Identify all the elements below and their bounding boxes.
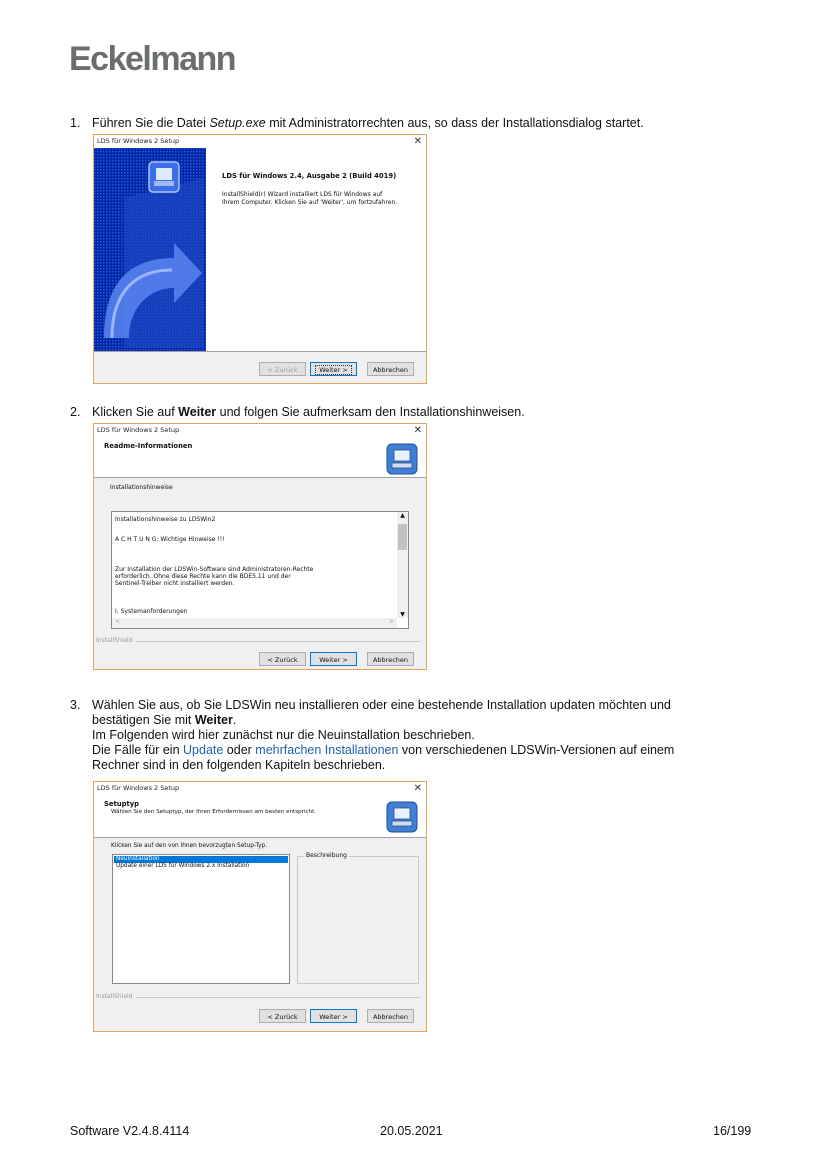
close-icon[interactable]: ✕ (413, 783, 422, 794)
welcome-text-line2: Ihrem Computer. Klicken Sie auf 'Weiter', um fortzufahren. (222, 199, 398, 206)
scroll-left-icon[interactable]: < (115, 618, 121, 625)
dialog-title: LDS für Windows 2 Setup (94, 135, 426, 148)
footer-page-number: 16/199 (713, 1124, 752, 1138)
setup-type-prompt: Klicken Sie auf den von Ihnen bevorzugten Setup-Typ. (111, 843, 268, 849)
back-button[interactable]: < Zurück (259, 652, 306, 666)
list-item-selected[interactable]: Neuinstallation (114, 856, 288, 863)
dialog-title: LDS für Windows 2 Setup (94, 782, 426, 795)
dialog-heading: Readme-Informationen (104, 442, 193, 450)
scroll-right-icon[interactable]: > (388, 618, 394, 625)
description-group (297, 852, 419, 984)
scrollbar-thumb[interactable] (398, 524, 407, 550)
dialog-header (94, 795, 426, 838)
dialog-title: LDS für Windows 2 Setup (94, 424, 426, 437)
dialog-subheading: Wählen Sie den Setuptyp, der Ihren Erfordernissen am besten entspricht. (111, 809, 317, 815)
next-button[interactable]: Weiter > (310, 652, 357, 666)
footer-software-version: Software V2.4.8.4114 (70, 1124, 190, 1138)
setup-welcome-dialog (93, 134, 427, 384)
readme-line: I. Systemanforderungen (115, 608, 188, 615)
dialog-body (94, 148, 426, 351)
readme-line: Installationshinweise zu LDSWin2 (115, 516, 216, 523)
step-text: Führen Sie die Datei Setup.exe mit Administratorrechten aus, so dass der Installationsdialog startet. (92, 116, 644, 130)
readme-line: Sentinel-Treiber nicht installiert werden. (115, 580, 235, 587)
group-title: Beschreibung (306, 852, 347, 859)
step-number: 3. (70, 698, 81, 712)
installshield-divider (136, 641, 420, 642)
installshield-label: InstallShield (96, 993, 133, 1000)
close-icon[interactable]: ✕ (413, 136, 422, 147)
close-icon[interactable]: ✕ (413, 425, 422, 436)
step-text: Wählen Sie aus, ob Sie LDSWin neu installieren oder eine bestehende Installation updaten möchten und bestätigen Sie mit Weiter. Im Folgenden wird hier zunächst nur die Neuinstallation beschrieben. Die Fälle für ein Update oder mehrfachen Installationen von verschiedenen LDSWin-Versionen auf einem Rechner sind in den folgenden Kapiteln beschrieben. (92, 698, 675, 772)
welcome-text-line1: InstallShield(r) Wizard installiert LDS für Windows auf (222, 191, 383, 198)
step-text: Klicken Sie auf Weiter und folgen Sie aufmerksam den Installationshinweisen. (92, 405, 525, 419)
dialog-separator (94, 351, 426, 352)
readme-line: Zur Installation der LDSWin-Software sind Administratoren-Rechte (115, 566, 314, 573)
scroll-down-icon[interactable]: ▼ (400, 611, 405, 618)
setup-type-dialog (93, 781, 427, 1032)
step-number: 1. (70, 116, 81, 130)
dialog-heading: Setuptyp (104, 800, 140, 808)
setup-type-list[interactable] (112, 854, 290, 984)
list-item[interactable]: Update einer LDS für Windows 2.x Installation (116, 863, 250, 869)
step-number: 2. (70, 405, 81, 419)
cancel-button[interactable]: Abbrechen (367, 362, 414, 376)
cancel-button[interactable]: Abbrechen (367, 1009, 414, 1023)
readme-dialog (93, 423, 427, 670)
cancel-button[interactable]: Abbrechen (367, 652, 414, 666)
installshield-divider (136, 997, 420, 998)
horizontal-scrollbar[interactable] (112, 618, 397, 628)
setup-computer-icon (386, 801, 418, 833)
scroll-up-icon[interactable]: ▲ (400, 512, 405, 519)
readme-textbox[interactable] (111, 511, 409, 629)
company-logo: Eckelmann (69, 40, 236, 78)
next-button[interactable]: Weiter > (310, 1009, 357, 1023)
setup-computer-icon (386, 443, 418, 475)
welcome-heading: LDS für Windows 2.4, Ausgabe 2 (Build 4019) (222, 172, 397, 180)
multiple-installations-link[interactable]: mehrfachen Installationen (255, 743, 399, 757)
section-label: Installationshinweise (110, 484, 173, 491)
update-link[interactable]: Update (183, 743, 224, 757)
footer-date: 20.05.2021 (380, 1124, 443, 1138)
installshield-banner (94, 148, 206, 351)
dialog-header (94, 437, 426, 478)
installshield-label: InstallShield (96, 637, 133, 644)
readme-line: A C H T U N G: Wichtige Hinweise !!! (115, 536, 225, 543)
readme-line: erforderlich. Ohne diese Rechte kann die BDE5.11 und der (115, 573, 291, 580)
back-button[interactable]: < Zurück (259, 362, 306, 376)
back-button[interactable]: < Zurück (259, 1009, 306, 1023)
next-button[interactable]: Weiter > (310, 362, 357, 376)
vertical-scrollbar[interactable] (397, 512, 408, 618)
